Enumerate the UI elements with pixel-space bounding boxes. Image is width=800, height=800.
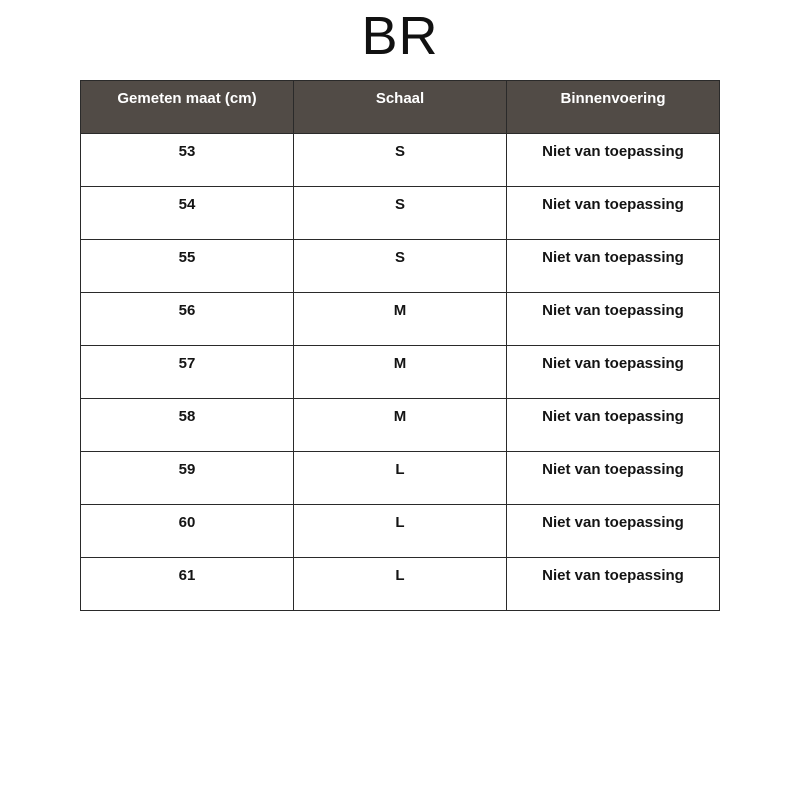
cell-lining: Niet van toepassing [507,293,720,346]
table-row [81,399,720,452]
cell-lining: Niet van toepassing [507,346,720,399]
table-header-row [81,81,720,134]
cell-measured: 57 [81,346,294,399]
cell-measured: 58 [81,399,294,452]
cell-scale: L [294,452,507,505]
cell-scale: S [294,240,507,293]
cell-measured: 54 [81,187,294,240]
cell-measured: 59 [81,452,294,505]
cell-measured: 53 [81,134,294,187]
cell-lining: Niet van toepassing [507,505,720,558]
table-row [81,558,720,611]
table-row [81,293,720,346]
cell-lining: Niet van toepassing [507,187,720,240]
cell-lining: Niet van toepassing [507,452,720,505]
cell-measured: 55 [81,240,294,293]
header-lining: Binnenvoering [507,81,720,134]
header-scale: Schaal [294,81,507,134]
cell-scale: L [294,505,507,558]
table-row [81,187,720,240]
cell-scale: L [294,558,507,611]
table-row [81,505,720,558]
size-table [80,80,720,611]
cell-measured: 56 [81,293,294,346]
cell-measured: 60 [81,505,294,558]
table-row [81,452,720,505]
cell-scale: M [294,346,507,399]
cell-scale: M [294,293,507,346]
cell-scale: S [294,134,507,187]
cell-measured: 61 [81,558,294,611]
table-row [81,134,720,187]
header-measured-size: Gemeten maat (cm) [81,81,294,134]
page-title: BR [361,6,439,66]
table-row [81,346,720,399]
cell-lining: Niet van toepassing [507,134,720,187]
table-row [81,240,720,293]
cell-lining: Niet van toepassing [507,399,720,452]
cell-lining: Niet van toepassing [507,558,720,611]
cell-lining: Niet van toepassing [507,240,720,293]
cell-scale: S [294,187,507,240]
cell-scale: M [294,399,507,452]
